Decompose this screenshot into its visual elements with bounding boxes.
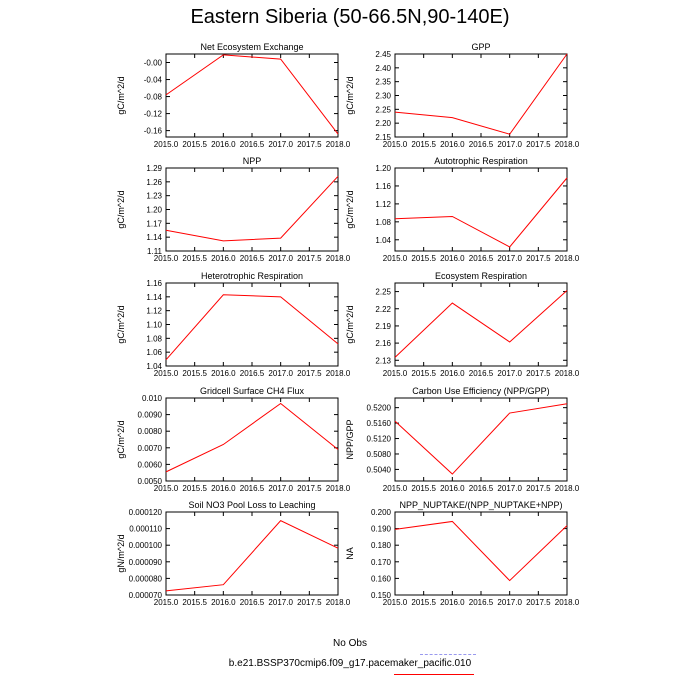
panel-6-ytick-label: 2.25: [375, 287, 391, 297]
panel-9-xtick-label: 2017.0: [268, 598, 293, 607]
panel-6-ytick-label: 2.16: [375, 339, 391, 349]
panel-9-series-line: [166, 521, 338, 591]
panel-8-xtick-label: 2015.5: [411, 484, 436, 493]
panel-7-xtick-label: 2018.0: [325, 484, 351, 493]
panel-5-ytick-label: 1.06: [146, 348, 162, 358]
panel-10-xtick-label: 2017.0: [497, 598, 522, 607]
panel-8-title: Carbon Use Efficiency (NPP/GPP): [412, 386, 550, 396]
panel-10-ytick-label: 0.160: [370, 574, 391, 584]
panel-4-xtick-label: 2017.0: [497, 254, 522, 263]
panel-8-xtick-label: 2015.0: [382, 484, 408, 493]
panel-5-xtick-label: 2016.5: [239, 369, 265, 378]
panel-4-ytick-label: 1.16: [375, 181, 391, 191]
panel-1-title: Net Ecosystem Exchange: [200, 42, 304, 52]
panel-7-ytick-label: 0.0070: [137, 443, 162, 453]
panel-4-xtick-label: 2017.5: [526, 254, 551, 263]
panel-5-xtick-label: 2017.5: [297, 369, 322, 378]
panel-4-xtick-label: 2016.5: [468, 254, 494, 263]
panel-7-xtick-label: 2015.0: [153, 484, 179, 493]
panel-9-ytick-label: 0.000090: [128, 557, 162, 567]
panel-5-ylabel: gC/m^2/d: [116, 305, 126, 344]
panel-2-xtick-label: 2017.5: [526, 140, 551, 149]
panel-1-xtick-label: 2015.5: [182, 140, 207, 149]
panel-1-series-line: [166, 55, 338, 134]
panel-6-frame: [395, 283, 567, 366]
panel-9-xtick-label: 2015.5: [182, 598, 207, 607]
panel-1-ytick-label: -0.12: [143, 109, 162, 119]
panel-2-xtick-label: 2015.5: [411, 140, 436, 149]
panel-7-xtick-label: 2016.0: [211, 484, 236, 493]
panel-4-xtick-label: 2018.0: [554, 254, 580, 263]
panel-7-xtick-label: 2017.0: [268, 484, 293, 493]
panel-10-frame: [395, 512, 567, 595]
figure-title: Eastern Siberia (50-66.5N,90-140E): [190, 6, 510, 28]
panel-5-ytick-label: 1.16: [146, 279, 162, 288]
panel-9-xtick-label: 2016.5: [239, 598, 265, 607]
panel-7-ytick-label: 0.0060: [137, 460, 162, 470]
panel-2-xtick-label: 2016.5: [468, 140, 494, 149]
panel-9-ytick-label: 0.000070: [128, 591, 162, 600]
panel-10-xtick-label: 2018.0: [554, 598, 580, 607]
panel-3-xtick-label: 2018.0: [325, 254, 351, 263]
panel-2-ylabel: gC/m^2/d: [345, 76, 355, 115]
panel-7-xtick-label: 2015.5: [182, 484, 207, 493]
panel-4-ytick-label: 1.04: [375, 235, 391, 245]
panel-3-xtick-label: 2016.5: [239, 254, 265, 263]
panel-2-ytick-label: 2.25: [375, 105, 391, 115]
panel-6-xtick-label: 2018.0: [554, 369, 580, 378]
panel-9-xtick-label: 2018.0: [325, 598, 351, 607]
panel-8-series-line: [395, 404, 567, 474]
panel-9-xtick-label: 2015.0: [153, 598, 179, 607]
panel-3-title: NPP: [242, 156, 262, 166]
panel-1-ytick-label: -0.04: [143, 75, 162, 85]
panel-8-ytick-label: 0.5200: [366, 403, 391, 413]
panel-1-ytick-label: -0.00: [143, 58, 162, 68]
panel-1-xtick-label: 2018.0: [325, 140, 351, 149]
panel-6-xtick-label: 2016.0: [440, 369, 465, 378]
panel-4-title: Autotrophic Respiration: [434, 156, 528, 166]
panel-8-xtick-label: 2017.5: [526, 484, 551, 493]
panel-3-xtick-label: 2015.5: [182, 254, 207, 263]
panel-9-ylabel: gN/m^2/d: [116, 534, 126, 573]
panel-2-ytick-label: 2.20: [375, 119, 391, 129]
panel-6-series-line: [395, 290, 567, 357]
panel-3-series-line: [166, 176, 338, 241]
panel-5-ytick-label: 1.14: [146, 292, 162, 302]
panel-3-xtick-label: 2015.0: [153, 254, 179, 263]
panel-10-ytick-label: 0.170: [370, 557, 391, 567]
panel-7-ytick-label: 0.0050: [137, 477, 162, 486]
panel-10-ylabel: NA: [345, 547, 355, 560]
legend-line-model: [394, 674, 474, 675]
panel-2-title: GPP: [471, 42, 491, 52]
panel-5-title: Heterotrophic Respiration: [200, 271, 304, 281]
panel-2-series-line: [395, 54, 567, 134]
panel-7-ytick-label: 0.0090: [137, 410, 162, 420]
panel-7-ytick-label: 0.010: [141, 394, 162, 403]
panel-10-series-line: [395, 521, 567, 580]
panel-4-xtick-label: 2016.0: [440, 254, 465, 263]
panel-3-ytick-label: 1.29: [146, 164, 162, 173]
panel-6-title: Ecosystem Respiration: [434, 271, 528, 281]
panel-6-ytick-label: 2.19: [375, 321, 391, 331]
panel-2-ytick-label: 2.45: [375, 50, 391, 59]
panel-10-ytick-label: 0.200: [370, 508, 391, 517]
panel-2-ytick-label: 2.35: [375, 77, 391, 87]
panel-1-frame: [166, 54, 338, 137]
panel-6-ytick-label: 2.22: [375, 304, 391, 314]
panel-10-xtick-label: 2015.0: [382, 598, 408, 607]
panel-1-ytick-label: -0.08: [143, 92, 162, 102]
panel-7-title: Gridcell Surface CH4 Flux: [199, 386, 305, 396]
panel-10-ytick-label: 0.190: [370, 524, 391, 534]
panel-8-frame: [395, 398, 567, 481]
panel-10-xtick-label: 2016.5: [468, 598, 494, 607]
panel-10-ytick-label: 0.150: [370, 591, 391, 600]
panel-3-xtick-label: 2017.0: [268, 254, 293, 263]
panel-9-xtick-label: 2016.0: [211, 598, 236, 607]
panel-2-xtick-label: 2017.0: [497, 140, 522, 149]
panel-5-xtick-label: 2018.0: [325, 369, 351, 378]
panel-7-xtick-label: 2016.5: [239, 484, 265, 493]
panel-3-ytick-label: 1.17: [146, 219, 162, 229]
panel-2-xtick-label: 2016.0: [440, 140, 465, 149]
panel-1-xtick-label: 2015.0: [153, 140, 179, 149]
panel-2-xtick-label: 2015.0: [382, 140, 408, 149]
panel-10-title: NPP_NUPTAKE/(NPP_NUPTAKE+NPP): [399, 500, 563, 510]
panel-10-xtick-label: 2017.5: [526, 598, 551, 607]
panel-6-ytick-label: 2.13: [375, 356, 391, 366]
panel-5-ytick-label: 1.12: [146, 306, 162, 316]
panel-8-xtick-label: 2018.0: [554, 484, 580, 493]
panel-3-ytick-label: 1.14: [146, 233, 162, 243]
panel-4-ytick-label: 1.12: [375, 199, 391, 209]
panel-7-xtick-label: 2017.5: [297, 484, 322, 493]
panel-4-xtick-label: 2015.0: [382, 254, 408, 263]
panel-2-ytick-label: 2.40: [375, 63, 391, 73]
panel-1-xtick-label: 2016.0: [211, 140, 236, 149]
panel-4-ytick-label: 1.08: [375, 217, 391, 227]
panel-9-ytick-label: 0.000120: [128, 508, 162, 517]
panel-6-xtick-label: 2017.0: [497, 369, 522, 378]
panel-4-xtick-label: 2015.5: [411, 254, 436, 263]
panel-6-ylabel: gC/m^2/d: [345, 305, 355, 344]
panel-7-ylabel: gC/m^2/d: [116, 420, 126, 459]
panel-6-xtick-label: 2015.0: [382, 369, 408, 378]
legend: [0, 630, 700, 690]
legend-line-obs: [420, 654, 476, 655]
panel-8-xtick-label: 2017.0: [497, 484, 522, 493]
panel-10-ytick-label: 0.180: [370, 541, 391, 551]
panel-3-xtick-label: 2016.0: [211, 254, 236, 263]
panel-5-xtick-label: 2017.0: [268, 369, 293, 378]
panel-1-ylabel: gC/m^2/d: [116, 76, 126, 115]
panel-5-xtick-label: 2016.0: [211, 369, 236, 378]
panel-3-ytick-label: 1.23: [146, 191, 162, 201]
panel-9-ytick-label: 0.000100: [128, 541, 162, 551]
panel-8-xtick-label: 2016.5: [468, 484, 494, 493]
panel-5-xtick-label: 2015.5: [182, 369, 207, 378]
panel-7-frame: [166, 398, 338, 481]
panel-3-ytick-label: 1.20: [146, 205, 162, 215]
panel-1-xtick-label: 2017.5: [297, 140, 322, 149]
panel-8-ytick-label: 0.5040: [366, 465, 391, 475]
panel-7-ytick-label: 0.0080: [137, 427, 162, 437]
panel-1-xtick-label: 2016.5: [239, 140, 265, 149]
panel-8-ylabel: NPP/GPP: [345, 419, 355, 460]
panel-8-ytick-label: 0.5120: [366, 434, 391, 444]
legend-label-obs: No Obs: [333, 638, 367, 649]
panel-8-ytick-label: 0.5080: [366, 449, 391, 459]
panel-5-ytick-label: 1.08: [146, 334, 162, 344]
panel-5-series-line: [166, 295, 338, 360]
legend-label-model: b.e21.BSSP370cmip6.f09_g17.pacemaker_pacific.010: [228, 658, 472, 669]
panel-3-ytick-label: 1.26: [146, 177, 162, 187]
panel-2-xtick-label: 2018.0: [554, 140, 580, 149]
panel-10-xtick-label: 2016.0: [440, 598, 465, 607]
panel-1-ytick-label: -0.16: [143, 126, 162, 136]
panel-4-series-line: [395, 178, 567, 247]
panel-3-xtick-label: 2017.5: [297, 254, 322, 263]
panel-2-ytick-label: 2.30: [375, 91, 391, 101]
panel-2-ytick-label: 2.15: [375, 133, 391, 142]
panel-7-series-line: [166, 403, 338, 471]
panel-6-xtick-label: 2015.5: [411, 369, 436, 378]
panel-5-xtick-label: 2015.0: [153, 369, 179, 378]
panel-9-frame: [166, 512, 338, 595]
panel-8-ytick-label: 0.5160: [366, 419, 391, 429]
panel-5-ytick-label: 1.04: [146, 362, 162, 371]
panel-3-frame: [166, 168, 338, 251]
panel-4-ytick-label: 1.20: [375, 164, 391, 173]
panel-9-ytick-label: 0.000080: [128, 574, 162, 584]
panel-9-ytick-label: 0.000110: [129, 524, 162, 534]
panel-1-xtick-label: 2017.0: [268, 140, 293, 149]
panel-6-xtick-label: 2016.5: [468, 369, 494, 378]
panel-2-frame: [395, 54, 567, 137]
panel-10-xtick-label: 2015.5: [411, 598, 436, 607]
panel-8-xtick-label: 2016.0: [440, 484, 465, 493]
panel-5-ytick-label: 1.10: [146, 320, 162, 330]
panel-9-xtick-label: 2017.5: [297, 598, 322, 607]
panel-3-ytick-label: 1.11: [147, 247, 162, 256]
panel-3-ylabel: gC/m^2/d: [116, 190, 126, 229]
panel-4-ylabel: gC/m^2/d: [345, 190, 355, 229]
panel-6-xtick-label: 2017.5: [526, 369, 551, 378]
panel-9-title: Soil NO3 Pool Loss to Leaching: [188, 500, 316, 510]
